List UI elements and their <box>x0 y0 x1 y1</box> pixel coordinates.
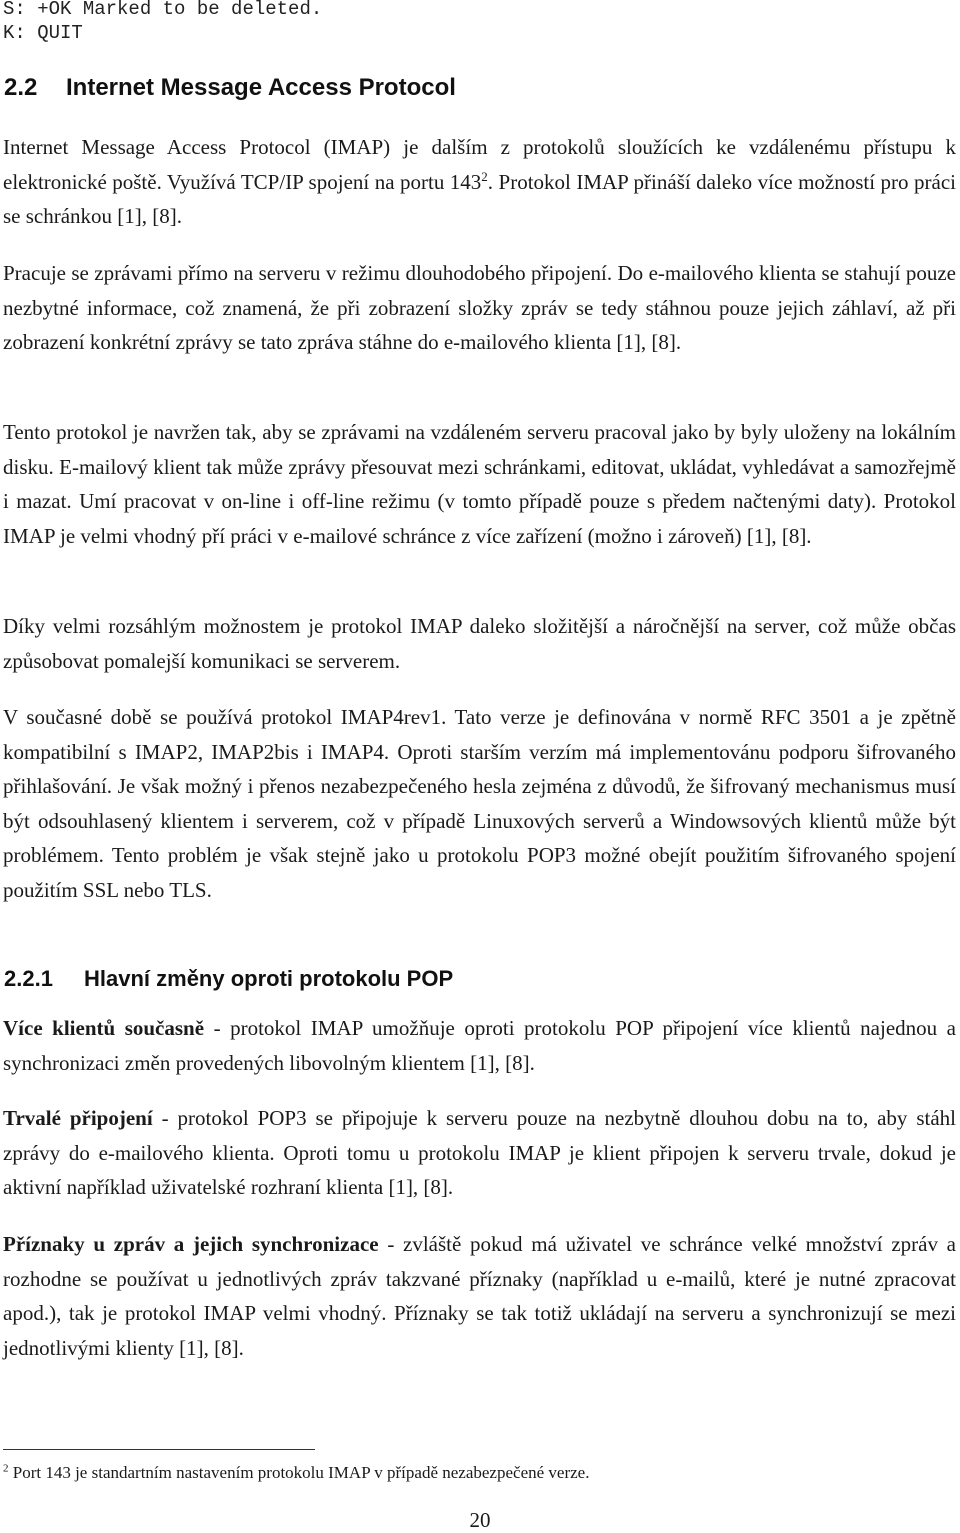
code-line: S: +OK Marked to be deleted. <box>3 0 323 20</box>
feature-term: Více klientů současně <box>3 1016 205 1040</box>
subsection-heading <box>4 966 453 992</box>
footnote <box>3 1462 589 1484</box>
paragraph-text: . Protokol IMAP přináší daleko více možností pro práci se schránkou [1], [8]. <box>3 169 956 228</box>
paragraph-complexity: Díky velmi rozsáhlým možnostem je protokol IMAP daleko složitější a náročnější na server, což může občas způsobovat pomalejší komunikaci se serverem. <box>3 614 956 673</box>
subsection-number: 2.2.1 <box>4 966 53 991</box>
feature-text: - zvláště pokud má uživatel ve schránce velké množství zpráv a rozhodne se používat u jednotlivých zpráv takzvané příznaky (například u e-mailů, které je nutné zpracovat apod.), tak je protokol IMAP velmi vhodný. Příznaky se tak totiž ukládají na serveru a synchronizují se mezi jednotlivými klienty [1], [8]. <box>3 1232 956 1360</box>
feature-persistent-connection <box>3 1101 956 1205</box>
footnote-ref[interactable]: 2 <box>481 168 488 184</box>
footnote-mark: 2 <box>3 1462 9 1475</box>
feature-text: - protokol IMAP umožňuje oproti protokolu POP připojení více klientů najednou a synchronizaci změn provedených libovolným klientem [1], [8]. <box>3 1016 956 1075</box>
feature-multiple-clients <box>3 1011 956 1080</box>
feature-term: Příznaky u zpráv a jejich synchronizace <box>3 1232 379 1256</box>
code-line: K: QUIT <box>3 22 83 44</box>
paragraph-text: Internet Message Access Protocol (IMAP) je dalším z protokolů sloužících ke vzdálenému přístupu k elektronické poště. Využívá TCP/IP spojení na portu 143 <box>3 135 956 194</box>
footnote-divider <box>3 1449 315 1450</box>
footnote-text: Port 143 je standartním nastavením protokolu IMAP v případě nezabezpečené verze. <box>8 1463 590 1482</box>
code-block <box>0 0 322 45</box>
feature-text: - protokol POP3 se připojuje k serveru pouze na nezbytně dlouhou dobu na to, aby stáhl zprávy do e-mailového klienta. Oproti tomu u protokolu IMAP je klient připojen k serveru trvale, dokud je aktivní například uživatelské rozhraní klienta [1], [8]. <box>3 1106 957 1199</box>
feature-term: Trvalé připojení <box>3 1106 153 1130</box>
paragraph-intro <box>3 130 956 234</box>
section-heading <box>4 74 456 102</box>
subsection-title: Hlavní změny oproti protokolu POP <box>84 966 454 991</box>
section-number: 2.2 <box>4 74 38 101</box>
section-title: Internet Message Access Protocol <box>66 74 456 101</box>
paragraph-server-mode: Pracuje se zprávami přímo na serveru v režimu dlouhodobého připojení. Do e-mailového klienta se stahují pouze nezbytné informace, což znamená, že při zobrazení složky zpráv se tedy stáhnou pouze jejich záhlaví, až při zobrazení konkrétní zprávy se tato zpráva stáhne do e-mailového klienta [1], [8]. <box>3 261 956 354</box>
feature-message-flags <box>3 1227 956 1365</box>
paragraph-local-disk: Tento protokol je navržen tak, aby se zprávami na vzdáleném serveru pracoval jako by byly uloženy na lokálním disku. E-mailový klient tak může zprávy přesouvat mezi schránkami, editovat, ukládat, vyhledávat a samozřejmě i mazat. Umí pracovat v on-line i off-line režimu (v tomto případě pouze s předem načtenými daty). Protokol IMAP je velmi vhodný pří práci v e-mailové schránce z více zařízení (možno i zároveň) [1], [8]. <box>3 420 956 548</box>
page-number: 20 <box>469 1508 491 1532</box>
paragraph-imap4rev1: V současné době se používá protokol IMAP4rev1. Tato verze je definována v normě RFC 3501 a je zpětně kompatibilní s IMAP2, IMAP2bis i IMAP4. Oproti starším verzím má implementovánu podporu šifrovaného přihlašování. Je však možný i přenos nezabezpečeného hesla zejména z důvodů, že šifrovaný mechanismus musí být odsouhlasený klientem i serverem, což v případě Linuxových serverů a Windowsových klientů může být problémem. Tento problém je však stejně jako u protokolu POP3 možné obejít použitím šifrovaného spojení použitím SSL nebo TLS. <box>3 705 956 902</box>
